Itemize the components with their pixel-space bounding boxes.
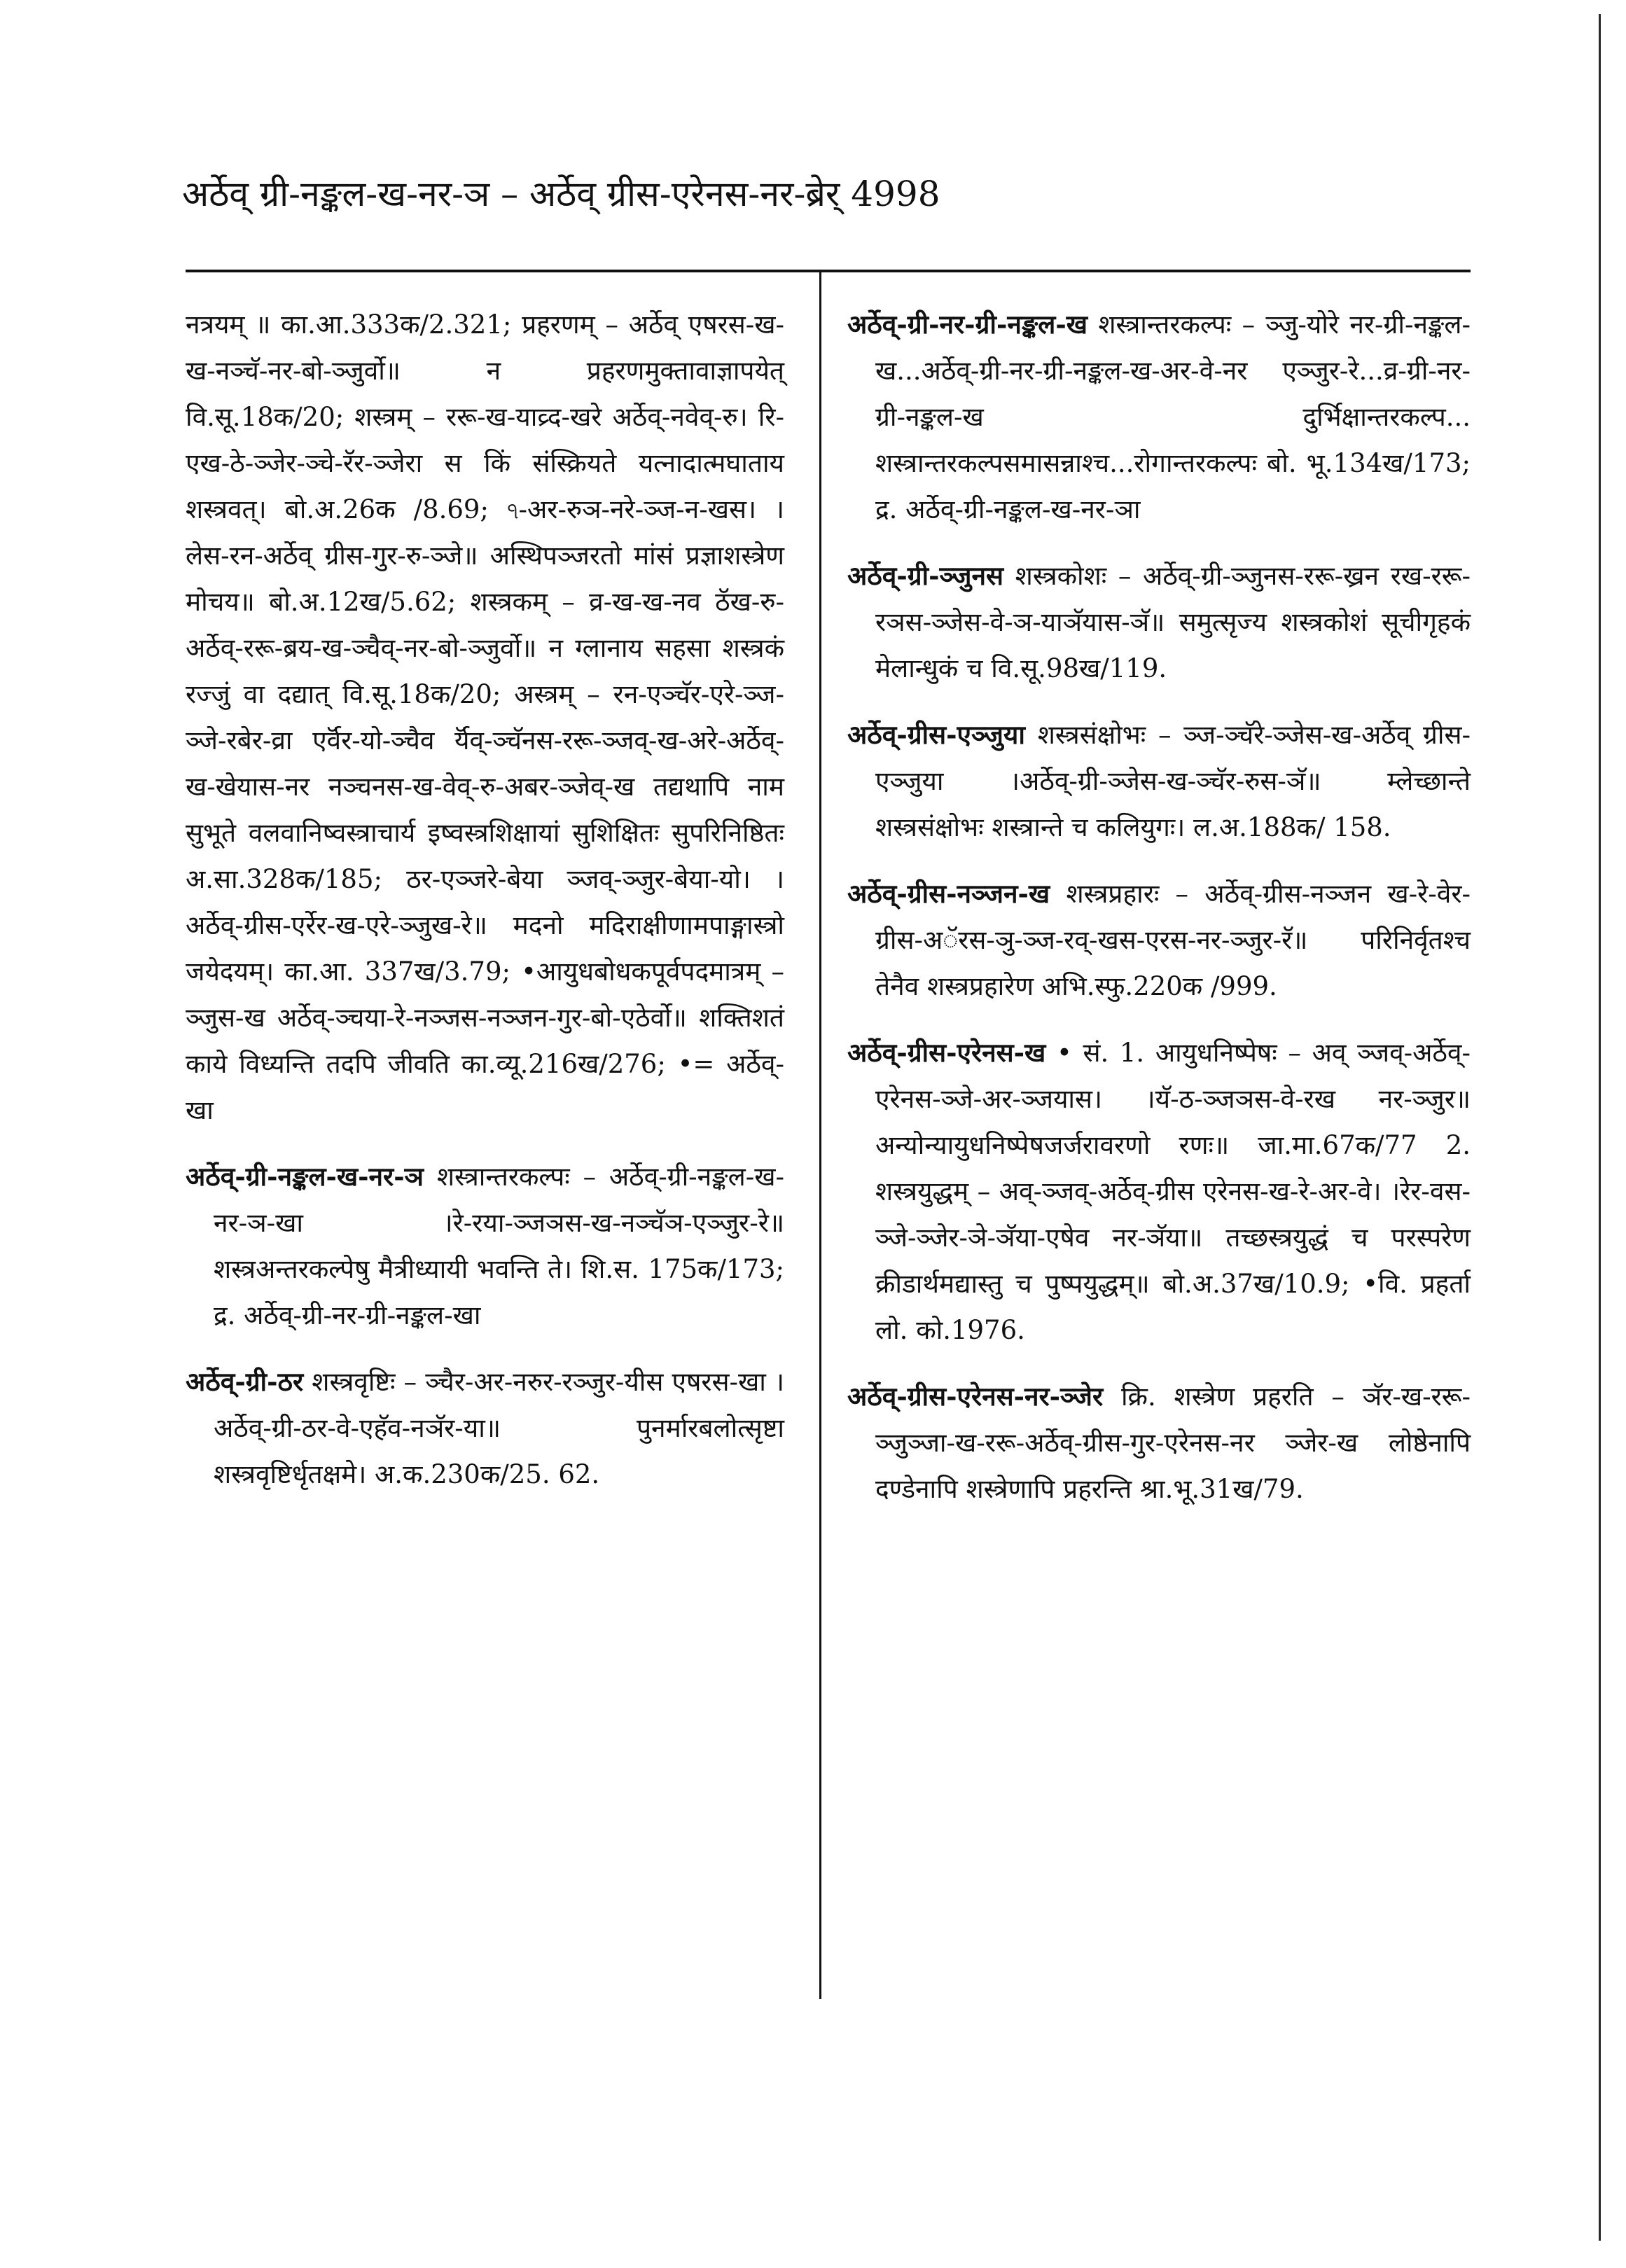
entry-headword: अर्ठेव्‌-ग्रीस-एरेनस-ख [847, 1037, 1046, 1068]
dictionary-entry [847, 711, 1471, 851]
dictionary-entry [847, 1029, 1471, 1354]
entry-headword: अर्ठेव्‌-ग्रीस-एञ्जुया [847, 719, 1025, 750]
entry-headword: अर्ठेव्‌-ग्री-ठर [186, 1366, 304, 1397]
right-column [847, 301, 1471, 1532]
entry-headword: अर्ठेव्‌-ग्री-नङ्कल-ख-नर-ञ [186, 1161, 424, 1192]
dictionary-entry [847, 1373, 1471, 1512]
dictionary-entry [847, 301, 1471, 533]
entry-text: नत्रयम् ॥ का.आ.333क/2.321; प्रहरणम् – अर्ठेव् एषरस-ख-ख-नञ्चॅ-नर-बो-ञ्जुर्वो॥ न प्रहरणमुक्तावाज्ञापयेत् वि.सू.18क/20; शस्त्रम् – ररू-ख-याव्र्द-खरे अर्ठेव्‌-नवेव्‌-रु। रि-एख-ठे-ञ्जेर-ञ्चे-रॅर-ञ्जेरा स किं संस्क्रियते यत्नादात्मघाताय शस्त्रवत्। बो.अ.26क /8.69; ঀ-अर-रुञ-नरे-ञ्ज-न-खस। ।लेस-रन-अर्ठेव् ग्रीस-गुर-रु-ञ्जे॥ अस्थिपञ्जरतो मांसं प्रज्ञाशस्त्रेण मोचय॥ बो.अ.12ख/5.62; शस्त्रकम् – व्र-ख-ख-नव ठॅख-रु-अर्ठेव्‌-ररू-ब्रय-ख-ञ्चैव्‌-नर-बो-ञ्जुर्वो॥ न ग्लानाय सहसा शस्त्रकं रज्जुं वा दद्यात् वि.सू.18क/20; अस्त्रम् – रन-एञ्चॅर-एरे-ञ्ज-ञ्जे-रबेर-व्रा एर्वॅर-यो-ञ्चैव र्यॅव्‌-ञ्चॅनस-ररू-ञ्जव्‌-ख-अरे-अर्ठेव्‌-ख-खेयास-नर नञ्चनस-ख-वेव्‌-रु-अबर-ञ्जेव्‌-ख तद्यथापि नाम सुभूते वलवानिष्वस्त्राचार्य इष्वस्त्रशिक्षायां सुशिक्षितः सुपरिनिष्ठितः अ.सा.328क/185; ठर-एञ्जरे-बेया ञ्जव्‌-ञ्जुर-बेया-यो। ।अर्ठेव्‌-ग्रीस-एर्रेर-ख-एरे-ञ्जुख-रे॥ मदनो मदिराक्षीणामपाङ्गास्त्रो जयेदयम्। का.आ. 337ख/3.79; •आयुधबोधकपूर्वपदमात्रम् – ञ्जुस-ख अर्ठेव्‌-ञ्चया-रे-नञ्जस-नञ्जन-गुर-बो-एठेर्वो॥ शक्तिशतं काये विध्यन्ति तदपि जीवति का.व्यू.216ख/276; •= अर्ठेव्‌-खा [186, 309, 784, 1125]
dictionary-entry [847, 552, 1471, 692]
dictionary-entry [186, 1358, 784, 1498]
entry-text: शस्त्रसंक्षोभः – ञ्ज-ञ्चॅरे-ञ्जेस-ख-अर्ठेव् ग्रीस-एञ्जुया ।अर्ठेव्‌-ग्री-ञ्जेस-ख-ञ्चॅर-रुस-ञॅ॥ म्लेच्छान्ते शस्त्रसंक्षोभः शस्त्रान्ते च कलियुगः। ल.अ.188क/ 158. [875, 720, 1471, 842]
header-rule [186, 270, 1471, 272]
entry-text: शस्त्रकोशः – अर्ठेव्‌-ग्री-ञ्जुनस-ररू-ख्रन रख-ररू-रञस-ञ्जेस-वे-ञ-याञॅयास-ञॅ॥ समुत्सृज्य शस्त्रकोशं सूचीगृहकं मेलान्धुकं च वि.सू.98ख/119. [875, 561, 1471, 683]
entry-headword: अर्ठेव्‌-ग्री-ञ्जुनस [847, 560, 1004, 591]
dictionary-entry [186, 301, 784, 1134]
entry-text: शस्त्रप्रहारः – अर्ठेव्‌-ग्रीस-नञ्जन ख-रे-वेर-ग्रीस-अॅरस-ञु-ञ्ज-रव्‌-खस-एरस-नर-ञ्जुर-रॅ॥ परिनिर्वृतश्च तेनैव शस्त्रप्रहारेण अभि.स्फु.220क /999. [875, 879, 1471, 1001]
entry-text: शस्त्रान्तरकल्पः – अर्ठेव्‌-ग्री-नङ्कल-ख-नर-ञ-खा ।रे-रया-ञ्जञस-ख-नञ्चॅञ-एञ्जुर-रे॥ शस्त्रअन्तरकल्पेषु मैत्रीध्यायी भवन्ति ते। शि.स. 175क/173; द्र. अर्ठेव्‌-ग्री-नर-ग्री-नङ्कल-खा [214, 1162, 784, 1330]
page-edge-line [1599, 14, 1601, 2241]
left-column [186, 301, 784, 1517]
entry-text: क्रि. शस्त्रेण प्रहरति – ञॅर-ख-ररू-ञ्जुञ्जा-ख-ररू-अर्ठेव्‌-ग्रीस-गुर-एरेनस-नर ञ्जेर-ख लोष्ठेनापि दण्डेनापि शस्त्रेणापि प्रहरन्ति श्रा.भू.31ख/79. [875, 1382, 1471, 1504]
dictionary-entry [186, 1153, 784, 1339]
running-head: अर्ठेव्‌ ग्री-नङ्कल-ख-नर-ञ – अर्ठेव्‌ ग्रीस-एरेनस-नर-ब्रेर् 4998 [182, 174, 940, 214]
dictionary-entry [847, 870, 1471, 1010]
entry-headword: अर्ठेव्‌-ग्रीस-एरेनस-नर-ञ्जेर [847, 1381, 1104, 1412]
entry-headword: अर्ठेव्‌-ग्री-नर-ग्री-नङ्कल-ख [847, 309, 1088, 340]
entry-text: • सं. 1. आयुधनिष्पेषः – अव् ञ्जव्‌-अर्ठेव्‌-एरेनस-ञ्जे-अर-ञ्जयास। ।यॅ-ठ-ञ्जञस-वे-रख नर-ञ्जुर॥ अन्योन्यायुधनिष्पेषजर्जरावरणो रणः॥ जा.मा.67क/77 2. शस्त्रयुद्धम् – अव्‌-ञ्जव्‌-अर्ठेव्‌-ग्रीस एरेनस-ख-रे-अर-वे। ।रेर-वस-ञ्जे-ञ्जेर-ञे-ञॅया-एषेव नर-ञॅया॥ तच्छस्त्रयुद्धं च परस्परेण क्रीडार्थमद्यास्तु च पुष्पयुद्धम्॥ बो.अ.37ख/10.9; •वि. प्रहर्ता लो. को.1976. [875, 1038, 1471, 1345]
entry-text: शस्त्रान्तरकल्पः – ञ्जु-योरे नर-ग्री-नङ्कल-ख...अर्ठेव्‌-ग्री-नर-ग्री-नङ्कल-ख-अर-वे-नर एञ्जुर-रे...व्र-ग्री-नर-ग्री-नङ्कल-ख दुर्भिक्षान्तरकल्प... शस्त्रान्तरकल्पसमासन्नाश्च...रोगान्तरकल्पः बो. भू.134ख/173; द्र. अर्ठेव्‌-ग्री-नङ्कल-ख-नर-ञा [875, 309, 1471, 524]
entry-text: शस्त्रवृष्टिः – ञ्चैर-अर-नरुर-रञ्जुर-यीस एषरस-खा ।अर्ठेव्‌-ग्री-ठर-वे-एहॅव-नञॅर-या॥ पुनर्मारबलोत्सृष्टा शस्त्रवृष्टिर्धृतक्षमे। अ.क.230क/25. 62. [214, 1367, 785, 1489]
column-divider [819, 270, 821, 1999]
entry-headword: अर्ठेव्‌-ग्रीस-नञ्जन-ख [847, 878, 1050, 909]
